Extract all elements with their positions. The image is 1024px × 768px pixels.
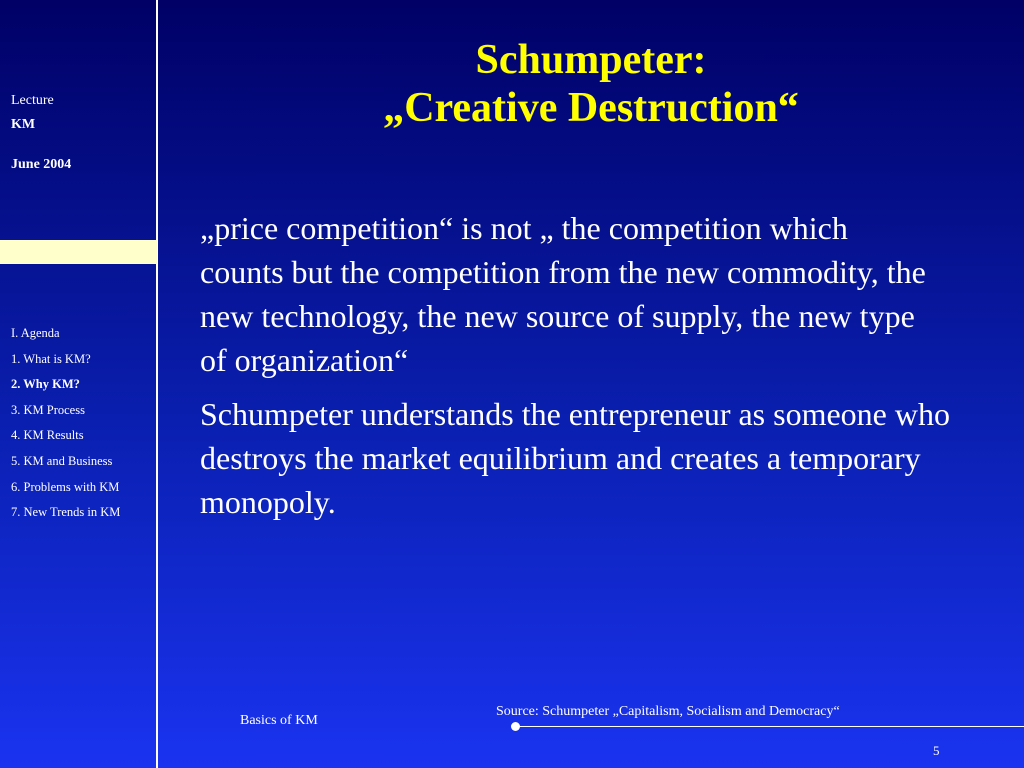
nav-item-why-km[interactable]: 2. Why KM? bbox=[11, 377, 80, 392]
nav-item-km-results[interactable]: 4. KM Results bbox=[11, 428, 84, 443]
page-number: 5 bbox=[933, 743, 940, 758]
footer-bullet-dot bbox=[511, 722, 520, 731]
agenda-nav bbox=[11, 325, 120, 530]
footer-course-label: Basics of KM bbox=[240, 713, 318, 728]
lecture-label: Lecture bbox=[11, 93, 54, 108]
nav-item-agenda[interactable]: I. Agenda bbox=[11, 326, 60, 340]
nav-item-km-and-business[interactable]: 5. KM and Business bbox=[11, 453, 113, 468]
sidebar-highlight-bar bbox=[0, 240, 157, 264]
nav-item-problems-with-km[interactable]: 6. Problems with KM bbox=[11, 479, 120, 494]
quote-paragraph: „price competition“ is not „ the competition which counts but the competition from the new commodity, the new technology, the new source of supply, the new type of organization“ bbox=[200, 210, 926, 378]
nav-item-what-is-km[interactable]: 1. What is KM? bbox=[11, 351, 91, 366]
nav-item-km-process[interactable]: 3. KM Process bbox=[11, 402, 85, 417]
lecture-date: June 2004 bbox=[11, 157, 72, 172]
slide-title bbox=[158, 36, 1024, 132]
course-name: KM bbox=[11, 117, 36, 132]
source-citation: Source: Schumpeter „Capitalism, Socialism and Democracy“ bbox=[496, 704, 840, 719]
nav-item-new-trends[interactable]: 7. New Trends in KM bbox=[11, 505, 121, 520]
footer-rule bbox=[513, 726, 1024, 727]
slide-title-line1: Schumpeter: bbox=[475, 37, 707, 83]
explanation-paragraph: Schumpeter understands the entrepreneur as someone who destroys the market equilibrium and creates a temporary monopoly. bbox=[200, 396, 950, 520]
slide-title-line2: „Creative Destruction“ bbox=[383, 85, 799, 131]
slide-body bbox=[200, 206, 960, 524]
sidebar-header bbox=[11, 92, 71, 174]
